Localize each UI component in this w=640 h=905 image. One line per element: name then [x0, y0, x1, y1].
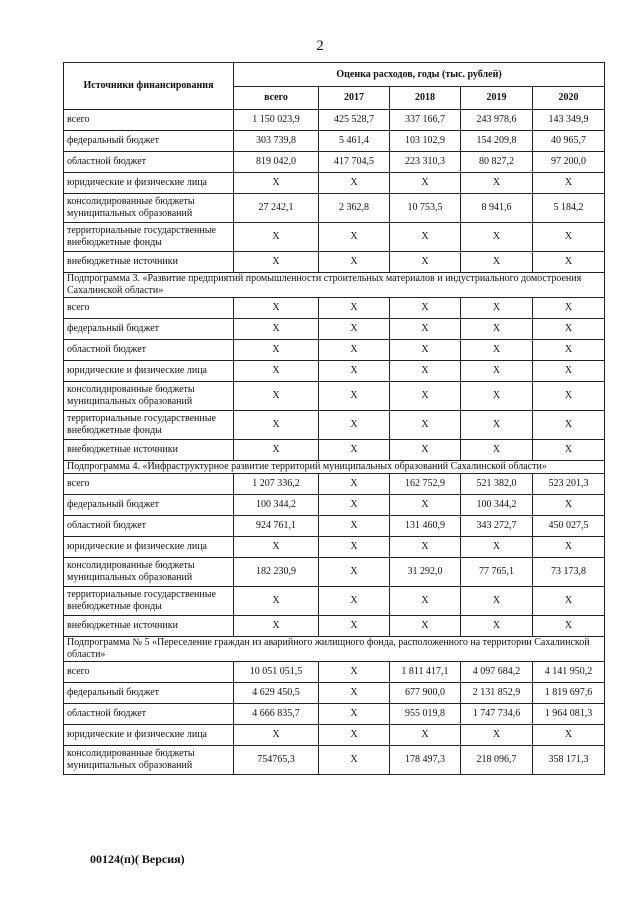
value-cell: X	[234, 252, 319, 273]
value-cell: X	[533, 382, 605, 411]
value-cell: 100 344,2	[461, 495, 533, 516]
value-cell: X	[390, 361, 461, 382]
subprogram-title-row	[64, 273, 605, 298]
value-cell: X	[461, 537, 533, 558]
value-cell: 223 310,3	[390, 152, 461, 173]
value-cell: X	[234, 537, 319, 558]
value-cell: 521 382,0	[461, 474, 533, 495]
value-cell: 1 150 023,9	[234, 110, 319, 131]
value-cell: X	[390, 440, 461, 461]
value-cell: X	[319, 746, 390, 775]
value-cell: X	[234, 725, 319, 746]
row-label: территориальные государственные внебюджетные фонды	[64, 223, 234, 252]
value-cell: X	[533, 319, 605, 340]
value-cell: X	[461, 411, 533, 440]
row-label: юридические и физические лица	[64, 361, 234, 382]
value-cell: 1 819 697,6	[533, 683, 605, 704]
financing-table	[63, 62, 605, 775]
value-cell: X	[234, 411, 319, 440]
value-cell: X	[319, 440, 390, 461]
value-cell: 1 964 081,3	[533, 704, 605, 725]
subprogram-title: Подпрограмма 3. «Развитие предприятий промышленности строительных материалов и индустриального домостроения Сахалинской области»	[64, 273, 605, 298]
row-label: внебюджетные источники	[64, 616, 234, 637]
header-col-2019: 2019	[461, 87, 533, 110]
value-cell: X	[319, 361, 390, 382]
table-row	[64, 173, 605, 194]
value-cell: X	[533, 537, 605, 558]
value-cell: 4 141 950,2	[533, 662, 605, 683]
value-cell: X	[461, 440, 533, 461]
row-label: консолидированные бюджеты муниципальных образований	[64, 194, 234, 223]
value-cell: X	[234, 587, 319, 616]
table-row	[64, 725, 605, 746]
value-cell: 73 173,8	[533, 558, 605, 587]
table-row	[64, 382, 605, 411]
value-cell: 1 207 336,2	[234, 474, 319, 495]
value-cell: X	[319, 382, 390, 411]
value-cell: X	[461, 725, 533, 746]
subprogram-title-row	[64, 637, 605, 662]
row-label: внебюджетные источники	[64, 440, 234, 461]
value-cell: X	[533, 340, 605, 361]
header-col-2020: 2020	[533, 87, 605, 110]
value-cell: X	[234, 340, 319, 361]
header-col-total: всего	[234, 87, 319, 110]
value-cell: 450 027,5	[533, 516, 605, 537]
row-label: федеральный бюджет	[64, 319, 234, 340]
value-cell: 182 230,9	[234, 558, 319, 587]
value-cell: X	[319, 616, 390, 637]
row-label: всего	[64, 110, 234, 131]
value-cell: X	[390, 252, 461, 273]
row-label: юридические и физические лица	[64, 173, 234, 194]
table-row	[64, 616, 605, 637]
row-label: внебюджетные источники	[64, 252, 234, 273]
value-cell: X	[533, 361, 605, 382]
value-cell: 5 184,2	[533, 194, 605, 223]
document-code: 00124(п)( Версия)	[90, 852, 185, 866]
value-cell: 1 747 734,6	[461, 704, 533, 725]
value-cell: X	[390, 411, 461, 440]
table-row	[64, 704, 605, 725]
row-label: территориальные государственные внебюджетные фонды	[64, 411, 234, 440]
table-row	[64, 110, 605, 131]
value-cell: X	[533, 298, 605, 319]
row-label: областной бюджет	[64, 516, 234, 537]
value-cell: X	[319, 298, 390, 319]
table-row	[64, 411, 605, 440]
value-cell: X	[390, 587, 461, 616]
value-cell: 243 978,6	[461, 110, 533, 131]
value-cell: X	[533, 616, 605, 637]
table-row	[64, 558, 605, 587]
subprogram-title: Подпрограмма 4. «Инфраструктурное развитие территорий муниципальных образований Сахалинской области»	[64, 461, 605, 474]
value-cell: X	[319, 662, 390, 683]
value-cell: X	[319, 537, 390, 558]
table-row	[64, 361, 605, 382]
value-cell: 417 704,5	[319, 152, 390, 173]
row-label: федеральный бюджет	[64, 131, 234, 152]
row-label: федеральный бюджет	[64, 495, 234, 516]
value-cell: X	[533, 411, 605, 440]
value-cell: X	[319, 495, 390, 516]
value-cell: X	[461, 340, 533, 361]
value-cell: X	[390, 319, 461, 340]
value-cell: X	[319, 340, 390, 361]
value-cell: 100 344,2	[234, 495, 319, 516]
value-cell: 4 629 450,5	[234, 683, 319, 704]
row-label: всего	[64, 474, 234, 495]
value-cell: 1 811 417,1	[390, 662, 461, 683]
value-cell: X	[461, 252, 533, 273]
value-cell: 27 242,1	[234, 194, 319, 223]
value-cell: 31 292,0	[390, 558, 461, 587]
row-label: консолидированные бюджеты муниципальных образований	[64, 746, 234, 775]
value-cell: X	[234, 382, 319, 411]
subprogram-title: Подпрограмма № 5 «Переселение граждан из аварийного жилищного фонда, расположенного на территории Сахалинской области»	[64, 637, 605, 662]
value-cell: 103 102,9	[390, 131, 461, 152]
value-cell: 523 201,3	[533, 474, 605, 495]
table-row	[64, 587, 605, 616]
value-cell: 303 739,8	[234, 131, 319, 152]
value-cell: X	[234, 298, 319, 319]
row-label: федеральный бюджет	[64, 683, 234, 704]
value-cell: X	[234, 440, 319, 461]
value-cell: 754765,3	[234, 746, 319, 775]
value-cell: X	[533, 440, 605, 461]
value-cell: 178 497,3	[390, 746, 461, 775]
value-cell: X	[319, 558, 390, 587]
page-number: 2	[316, 38, 324, 54]
value-cell: X	[390, 382, 461, 411]
row-label: областной бюджет	[64, 152, 234, 173]
value-cell: 8 941,6	[461, 194, 533, 223]
row-label: областной бюджет	[64, 340, 234, 361]
value-cell: 4 666 835,7	[234, 704, 319, 725]
table-row	[64, 537, 605, 558]
value-cell: X	[461, 319, 533, 340]
value-cell: 343 272,7	[461, 516, 533, 537]
value-cell: X	[533, 495, 605, 516]
value-cell: X	[319, 683, 390, 704]
table-row	[64, 252, 605, 273]
value-cell: X	[234, 223, 319, 252]
value-cell: 154 209,8	[461, 131, 533, 152]
header-col-2018: 2018	[390, 87, 461, 110]
value-cell: 337 166,7	[390, 110, 461, 131]
value-cell: X	[390, 223, 461, 252]
value-cell: 4 097 684,2	[461, 662, 533, 683]
value-cell: X	[461, 173, 533, 194]
value-cell: X	[319, 319, 390, 340]
table-row	[64, 194, 605, 223]
table-row	[64, 319, 605, 340]
value-cell: 97 200,0	[533, 152, 605, 173]
value-cell: 955 019,8	[390, 704, 461, 725]
value-cell: X	[461, 616, 533, 637]
table-row	[64, 746, 605, 775]
value-cell: X	[390, 725, 461, 746]
value-cell: X	[234, 616, 319, 637]
value-cell: X	[319, 474, 390, 495]
table-row	[64, 662, 605, 683]
value-cell: X	[533, 252, 605, 273]
value-cell: X	[390, 495, 461, 516]
value-cell: X	[390, 173, 461, 194]
row-label: консолидированные бюджеты муниципальных образований	[64, 382, 234, 411]
value-cell: X	[390, 537, 461, 558]
table-row	[64, 495, 605, 516]
header-sources: Источники финансирования	[64, 63, 234, 110]
value-cell: 218 096,7	[461, 746, 533, 775]
value-cell: X	[319, 587, 390, 616]
table-row	[64, 152, 605, 173]
table-row	[64, 440, 605, 461]
value-cell: 425 528,7	[319, 110, 390, 131]
value-cell: X	[319, 411, 390, 440]
value-cell: X	[461, 223, 533, 252]
table-row	[64, 474, 605, 495]
header-estimate: Оценка расходов, годы (тыс. рублей)	[234, 63, 605, 87]
value-cell: X	[461, 382, 533, 411]
table-row	[64, 683, 605, 704]
value-cell: 162 752,9	[390, 474, 461, 495]
value-cell: X	[533, 223, 605, 252]
value-cell: X	[319, 173, 390, 194]
value-cell: 2 131 852,9	[461, 683, 533, 704]
value-cell: X	[461, 361, 533, 382]
value-cell: X	[533, 725, 605, 746]
value-cell: X	[390, 340, 461, 361]
table-row	[64, 131, 605, 152]
row-label: всего	[64, 662, 234, 683]
row-label: юридические и физические лица	[64, 537, 234, 558]
subprogram-title-row	[64, 461, 605, 474]
value-cell: X	[319, 725, 390, 746]
value-cell: X	[234, 361, 319, 382]
value-cell: 677 900,0	[390, 683, 461, 704]
value-cell: X	[319, 516, 390, 537]
value-cell: 358 171,3	[533, 746, 605, 775]
value-cell: X	[319, 252, 390, 273]
value-cell: 80 827,2	[461, 152, 533, 173]
row-label: всего	[64, 298, 234, 319]
value-cell: X	[533, 173, 605, 194]
header-col-2017: 2017	[319, 87, 390, 110]
table-row	[64, 340, 605, 361]
table-row	[64, 223, 605, 252]
table-body	[64, 110, 605, 775]
value-cell: X	[319, 223, 390, 252]
value-cell: X	[461, 587, 533, 616]
row-label: территориальные государственные внебюджетные фонды	[64, 587, 234, 616]
row-label: областной бюджет	[64, 704, 234, 725]
value-cell: X	[533, 587, 605, 616]
value-cell: X	[319, 704, 390, 725]
value-cell: 10 753,5	[390, 194, 461, 223]
value-cell: 131 460,9	[390, 516, 461, 537]
value-cell: X	[461, 298, 533, 319]
value-cell: 5 461,4	[319, 131, 390, 152]
row-label: юридические и физические лица	[64, 725, 234, 746]
value-cell: 77 765,1	[461, 558, 533, 587]
value-cell: 819 042,0	[234, 152, 319, 173]
table-row	[64, 516, 605, 537]
value-cell: X	[390, 298, 461, 319]
table-row	[64, 298, 605, 319]
value-cell: X	[390, 616, 461, 637]
value-cell: 924 761,1	[234, 516, 319, 537]
value-cell: 143 349,9	[533, 110, 605, 131]
row-label: консолидированные бюджеты муниципальных образований	[64, 558, 234, 587]
value-cell: 2 362,8	[319, 194, 390, 223]
value-cell: 10 051 051,5	[234, 662, 319, 683]
value-cell: X	[234, 319, 319, 340]
value-cell: 40 965,7	[533, 131, 605, 152]
value-cell: X	[234, 173, 319, 194]
